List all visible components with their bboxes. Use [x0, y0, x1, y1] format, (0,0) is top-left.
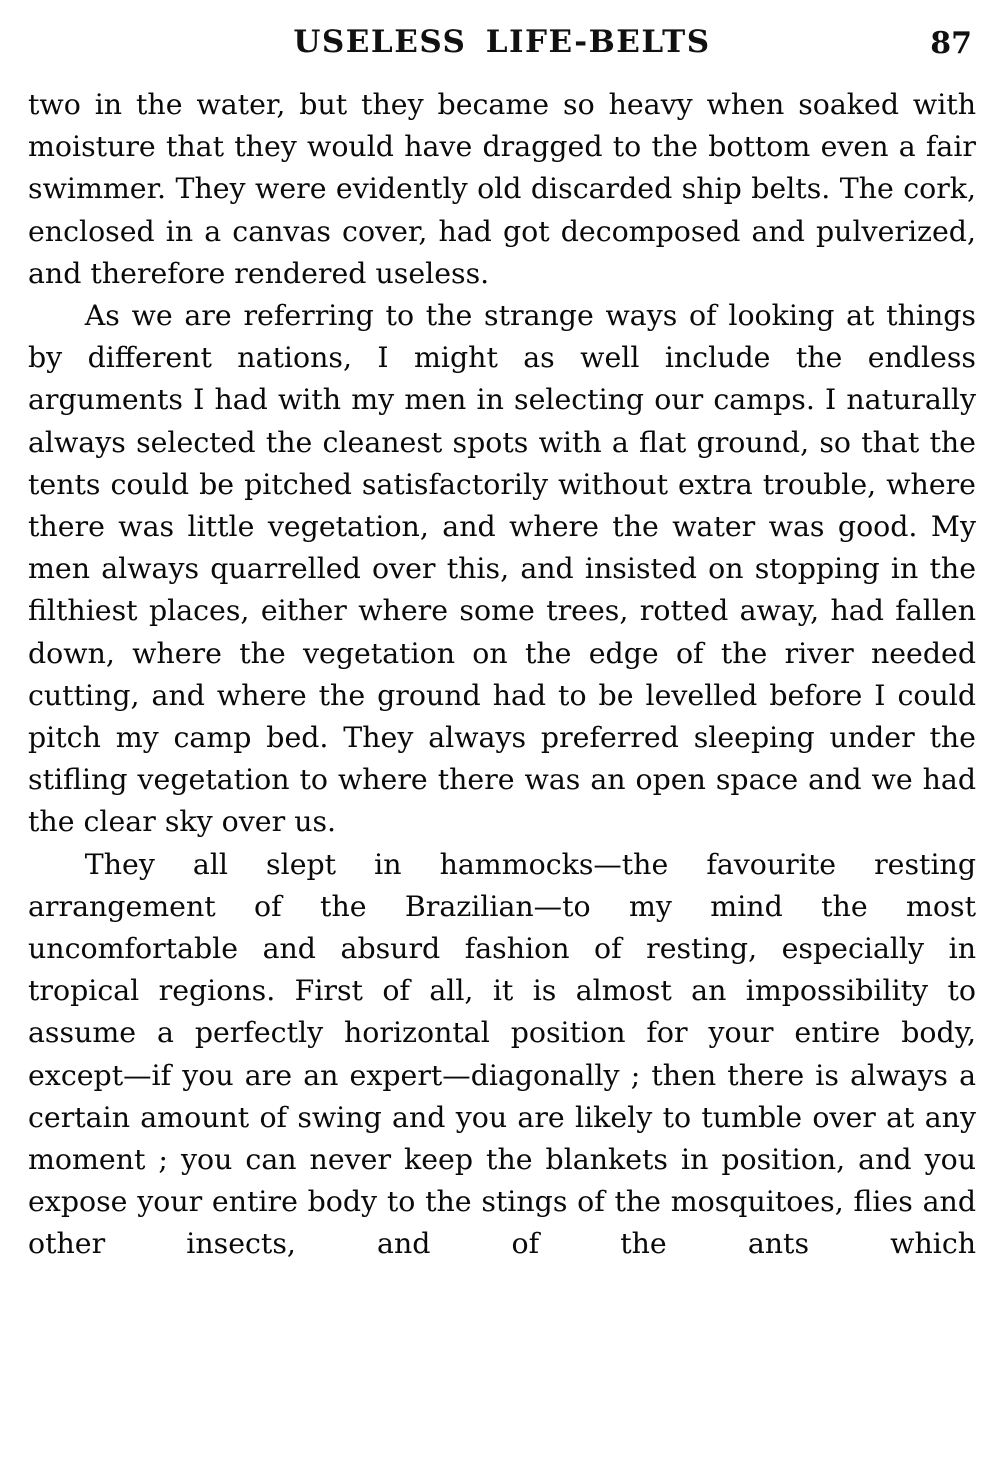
running-head: USELESS LIFE-BELTS	[293, 24, 711, 60]
paragraph-2: As we are referring to the strange ways of looking at things by different nations, I might as well include the endless arguments I had with my men in selecting our camps. I naturally always selected the cleanest spots with a flat ground, so that the tents could be pitched satisfactorily without extra trouble, where there was little vegetation, and where the water was good. My men always quarrelled over this, and insisted on stopping in the filthiest places, either where some trees, rotted away, had fallen down, where the vegetation on the edge of the river needed cutting, and where the ground had to be levelled before I could pitch my camp bed. They always preferred sleeping under the stifling vegetation to where there was an open space and we had the clear sky over us.	[28, 299, 976, 839]
page-body	[28, 84, 976, 1308]
paragraph-1: two in the water, but they became so heavy when soaked with moisture that they would have dragged to the bottom even a fair swimmer. They were evidently old discarded ship belts. The cork, enclosed in a canvas cover, had got decomposed and pulverized, and therefore rendered useless.	[28, 88, 976, 290]
paragraph-3: They all slept in hammocks—the favourite resting arrangement of the Brazilian—to my mind the most uncomfortable and absurd fashion of resting, especially in tropical regions. First of all, it is almost an impossibility to assume a perfectly horizontal position for your entire body, except—if you are an expert—diagonally ; then there is always a certain amount of swing and you are likely to tumble over at any moment ; you can never keep the blankets in position, and you expose your entire body to the stings of the mosquitoes, flies and other insects, and of the ants which	[28, 847, 976, 1261]
page-number: 87	[930, 26, 972, 61]
page-header	[28, 22, 976, 78]
